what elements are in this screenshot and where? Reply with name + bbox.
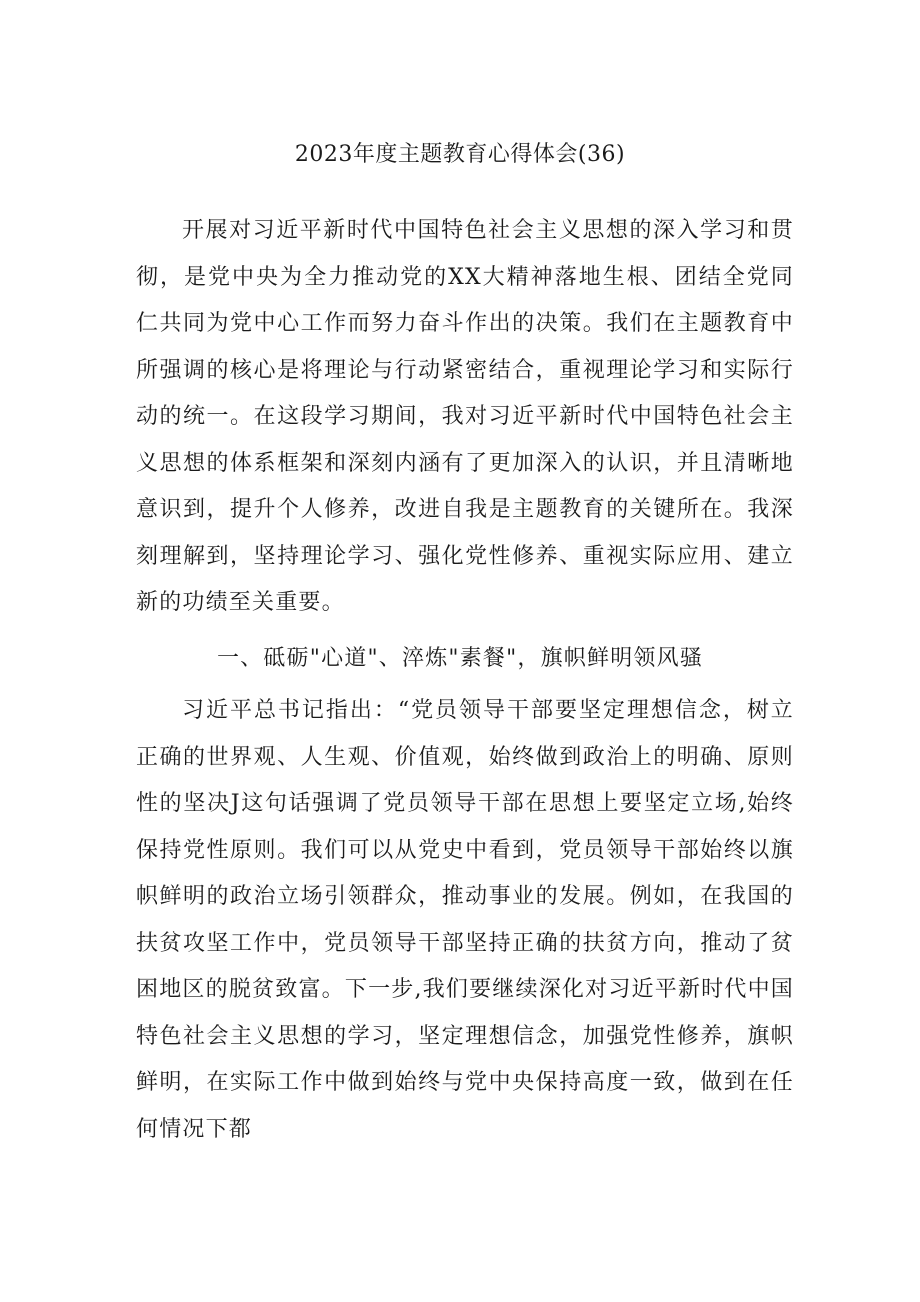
- document-title: 2023年度主题教育心得体会(36): [294, 142, 626, 167]
- intro-paragraph: 开展对习近平新时代中国特色社会主义思想的深入学习和贯彻，是党中央为全力推动党的XX大精神落地生根、团结全党同仁共同为党中心工作而努力奋斗作出的决策。我们在主题教育中所强调的核心是将理论与行动紧密结合，重视理论学习和实际行动的统一。在这段学习期间，我对习近平新时代中国特色社会主义思想的体系框架和深刻内涵有了更加深入的认识，并且清晰地意识到，提升个人修养，改进自我是主题教育的关键所在。我深刻理解到，坚持理论学习、强化党性修养、重视实际应用、建立新的功绩至关重要。: [136, 218, 794, 615]
- section-heading: 一、砥砺"心道"、淬炼"素餐"，旗帜鲜明领风骚: [216, 646, 704, 671]
- section-paragraph: 习近平总书记指出：“党员领导干部要坚定理想信念，树立正确的世界观、人生观、价值观，始终做到政治上的明确、原则性的坚决J这句话强调了党员领导干部在思想上要坚定立场,始终保持党性原则。我们可以从党史中看到，党员领导干部始终以旗帜鲜明的政治立场引领群众，推动事业的发展。例如，在我国的扶贫攻坚工作中，党员领导干部坚持正确的扶贫方向，推动了贫困地区的脱贫致富。下一步,我们要继续深化对习近平新时代中国特色社会主义思想的学习，坚定理想信念，加强党性修养，旗帜鲜明，在实际工作中做到始终与党中央保持高度一致，做到在任何情况下都: [136, 698, 794, 1142]
